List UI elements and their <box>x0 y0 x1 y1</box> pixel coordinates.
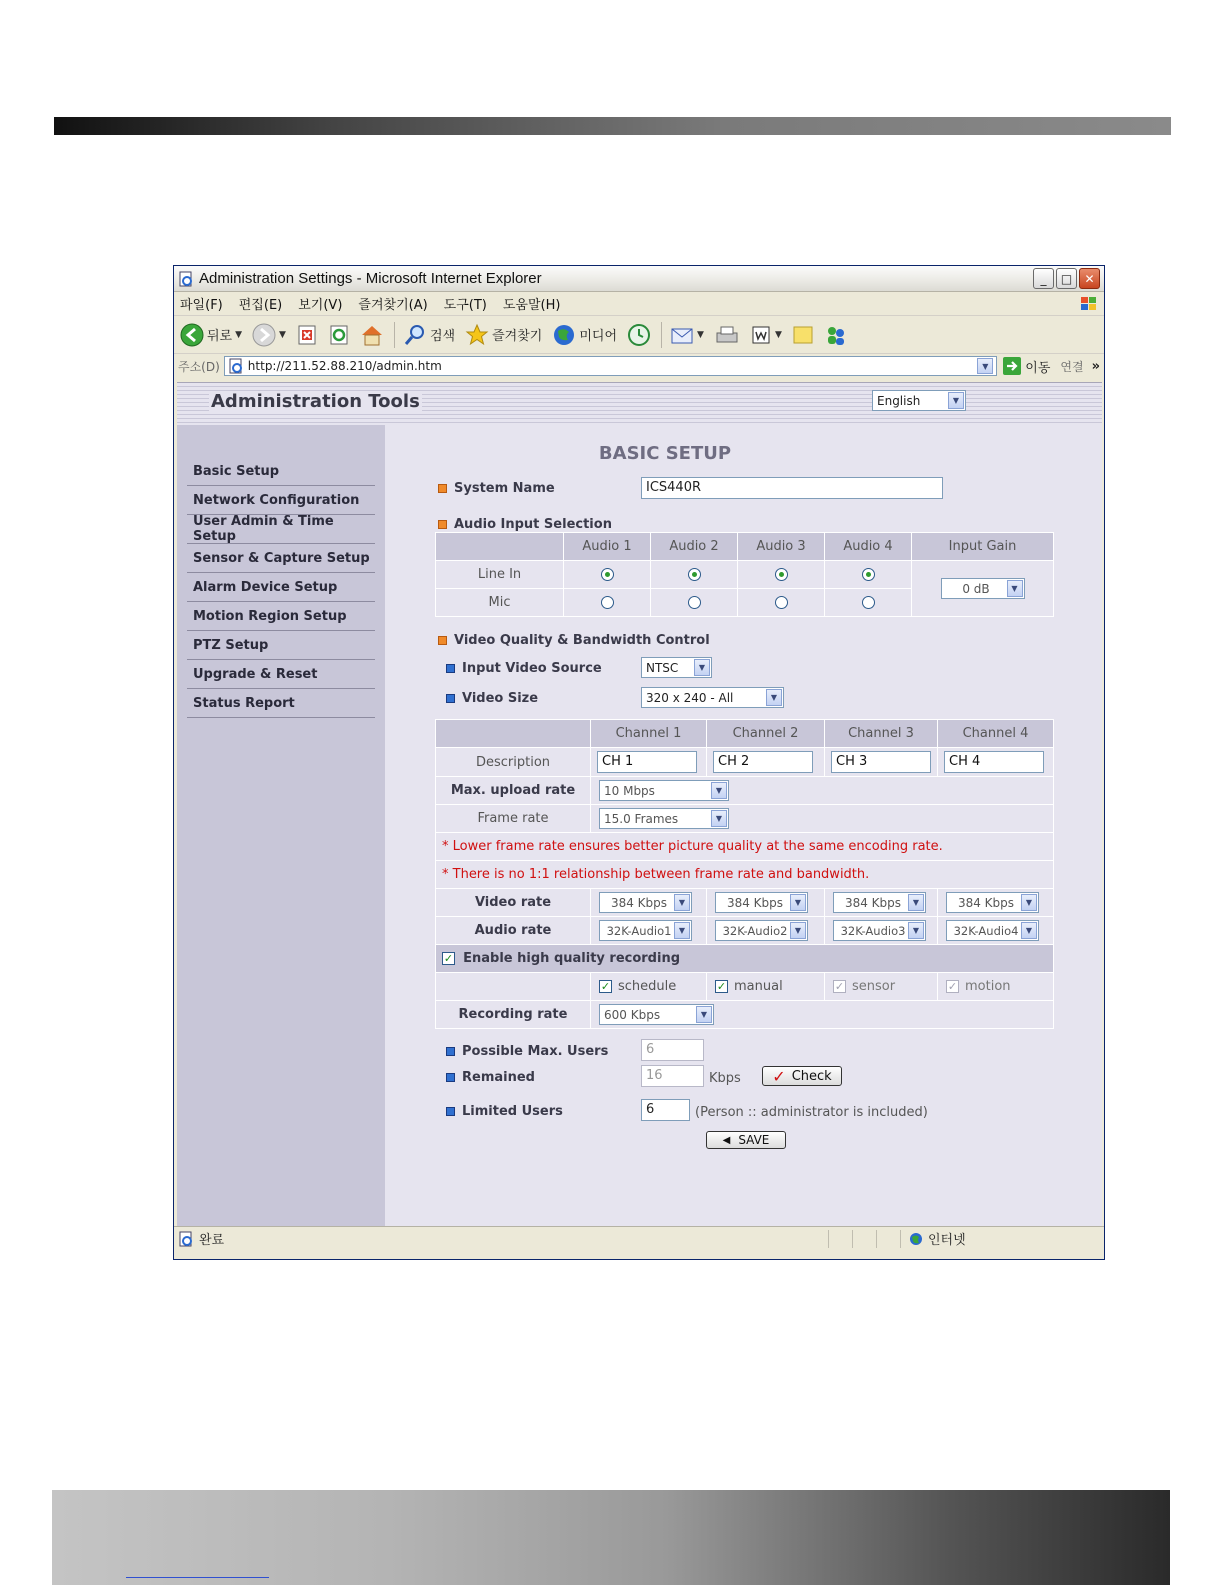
ch1-description-input[interactable]: CH 1 <box>597 751 697 773</box>
globe-icon <box>909 1232 923 1246</box>
chevron-down-icon: ▼ <box>1021 894 1037 911</box>
chevron-right-icon[interactable]: » <box>1091 358 1100 374</box>
chevron-down-icon: ▼ <box>908 922 924 939</box>
bullet-icon <box>446 1047 455 1056</box>
toolbar-separator <box>394 322 395 348</box>
sidebar-item-upgrade-reset[interactable]: Upgrade & Reset <box>187 660 375 689</box>
maximize-icon[interactable]: □ <box>1056 268 1077 289</box>
address-url: http://211.52.88.210/admin.htm <box>247 359 442 373</box>
chevron-down-icon: ▼ <box>694 659 710 676</box>
system-name-label: System Name <box>438 481 555 496</box>
check-button[interactable]: ✓ Check <box>762 1066 842 1086</box>
limited-users-note: (Person :: administrator is included) <box>695 1105 928 1120</box>
audio2-mic-radio[interactable] <box>688 596 701 609</box>
menu-help[interactable]: 도움말(H) <box>502 298 561 313</box>
audio-rate-label: Audio rate <box>436 917 591 945</box>
max-upload-rate-label: Max. upload rate <box>436 777 591 805</box>
status-text: 완료 <box>199 1233 225 1248</box>
audio-col-header: Audio 3 <box>738 533 825 561</box>
input-gain-header: Input Gain <box>912 533 1054 561</box>
messenger-button[interactable] <box>824 324 848 346</box>
chevron-down-icon: ▼ <box>790 894 806 911</box>
video-size-label: Video Size <box>446 691 538 706</box>
language-select[interactable] <box>872 390 966 411</box>
discuss-button[interactable] <box>792 324 814 346</box>
audio-col-header: Audio 1 <box>564 533 651 561</box>
audio1-mic-radio[interactable] <box>601 596 614 609</box>
bullet-icon <box>446 1107 455 1116</box>
video-size-select[interactable]: 320 x 240 - All ▼ <box>641 687 784 708</box>
ie-page-icon <box>178 271 194 287</box>
chevron-down-icon: ▼ <box>948 392 964 409</box>
manual-label: manual <box>734 979 783 994</box>
search-button[interactable] <box>403 323 455 347</box>
bullet-icon <box>446 1073 455 1082</box>
zone-indicator <box>900 1230 1100 1248</box>
channel-header: Channel 4 <box>938 720 1054 748</box>
description-label: Description <box>436 748 591 777</box>
mail-button[interactable] <box>670 324 704 346</box>
sidebar-item-alarm-device[interactable]: Alarm Device Setup <box>187 573 375 602</box>
ch2-audio-rate-select[interactable]: 32K-Audio2 ▼ <box>715 920 808 941</box>
title-bar <box>174 266 1104 292</box>
sidebar-item-motion-region[interactable]: Motion Region Setup <box>187 602 375 631</box>
channel-header: Channel 3 <box>825 720 938 748</box>
section-title: BASIC SETUP <box>598 443 732 464</box>
browser-window <box>173 265 1105 1260</box>
remained-label: Remained <box>446 1070 535 1085</box>
bullet-icon <box>438 484 447 493</box>
motion-label: motion <box>965 979 1011 994</box>
motion-checkbox[interactable]: ✓ <box>947 980 958 993</box>
limited-users-label: Limited Users <box>446 1104 563 1119</box>
page-title: Administration Tools <box>211 391 420 412</box>
back-button[interactable] <box>180 323 242 347</box>
bandwidth-note: * There is no 1:1 relationship between frame rate and bandwidth. <box>436 861 1054 889</box>
toolbar-separator <box>661 322 662 348</box>
media-label: 미디어 <box>579 329 618 344</box>
forward-dropdown-icon[interactable]: ▼ <box>279 329 286 340</box>
input-video-source-label: Input Video Source <box>446 661 602 676</box>
media-globe-icon <box>552 323 576 347</box>
max-upload-rate-select[interactable]: 10 Mbps ▼ <box>599 780 729 801</box>
page-footer-band <box>52 1490 1170 1585</box>
main-content <box>385 425 1102 1226</box>
address-dropdown-icon[interactable]: ▼ <box>977 358 993 374</box>
chevron-down-icon: ▼ <box>908 894 924 911</box>
input-video-source-select[interactable]: NTSC ▼ <box>641 657 712 678</box>
media-button[interactable] <box>552 323 617 347</box>
schedule-label: schedule <box>618 979 677 994</box>
history-button[interactable] <box>627 323 651 347</box>
back-dropdown-icon[interactable]: ▼ <box>235 329 243 340</box>
save-button[interactable]: ◀ SAVE <box>706 1131 786 1149</box>
close-icon[interactable]: ✕ <box>1079 268 1100 289</box>
ch4-video-rate-select[interactable]: 384 Kbps ▼ <box>946 892 1039 913</box>
stop-icon <box>296 324 318 346</box>
back-arrow-icon <box>180 323 204 347</box>
mic-label: Mic <box>436 589 564 617</box>
page-done-icon <box>178 1231 194 1247</box>
zone-text: 인터넷 <box>928 1233 966 1248</box>
audio2-line-in-radio[interactable] <box>688 568 701 581</box>
edit-button[interactable] <box>750 324 782 346</box>
windows-logo-icon <box>1080 296 1098 312</box>
ch3-video-rate-select[interactable]: 384 Kbps ▼ <box>833 892 926 913</box>
input-gain-select[interactable]: 0 dB ▼ <box>941 578 1025 599</box>
favorites-button[interactable] <box>465 323 542 347</box>
limited-users-input[interactable]: 6 <box>641 1099 690 1121</box>
system-name-input[interactable]: ICS440R <box>641 477 943 499</box>
chevron-down-icon: ▼ <box>674 894 690 911</box>
menu-edit[interactable]: 편집(E) <box>238 298 283 313</box>
home-icon <box>360 324 384 346</box>
manual-checkbox[interactable]: ✓ <box>716 980 727 993</box>
go-button[interactable] <box>1003 357 1050 376</box>
audio3-mic-radio[interactable] <box>775 596 788 609</box>
frame-rate-select[interactable]: 15.0 Frames ▼ <box>599 808 729 829</box>
menu-favorites[interactable]: 즐겨찾기(A) <box>358 298 428 313</box>
mail-dropdown-icon[interactable]: ▼ <box>697 329 704 340</box>
bullet-icon <box>446 664 455 673</box>
enable-hq-recording-checkbox[interactable]: ✓ <box>443 952 454 965</box>
footer-link-underline <box>126 1577 269 1578</box>
refresh-button[interactable] <box>328 324 350 346</box>
address-label: 주소(D) <box>178 359 220 374</box>
mail-icon <box>670 324 694 346</box>
stop-button[interactable] <box>296 324 318 346</box>
menu-file[interactable]: 파일(F) <box>180 298 223 313</box>
history-icon <box>627 323 651 347</box>
ch1-video-rate-select[interactable]: 384 Kbps ▼ <box>599 892 692 913</box>
video-rate-label: Video rate <box>436 889 591 917</box>
edit-dropdown-icon[interactable]: ▼ <box>774 329 782 340</box>
possible-max-users-label: Possible Max. Users <box>446 1044 608 1059</box>
sensor-label: sensor <box>852 979 896 994</box>
ch2-video-rate-select[interactable]: 384 Kbps ▼ <box>715 892 808 913</box>
audio4-mic-radio[interactable] <box>862 596 875 609</box>
minimize-icon[interactable]: _ <box>1033 268 1054 289</box>
channel-header: Channel 2 <box>707 720 825 748</box>
print-icon <box>714 324 740 346</box>
edit-icon <box>750 324 772 346</box>
line-in-label: Line In <box>436 561 564 589</box>
forward-arrow-icon <box>252 323 276 347</box>
chevron-down-icon: ▼ <box>674 922 690 939</box>
toolbar <box>174 316 1104 354</box>
refresh-icon <box>328 324 350 346</box>
address-bar <box>174 354 1104 378</box>
enable-hq-recording-label: Enable high quality recording <box>463 951 681 966</box>
ch3-audio-rate-select[interactable]: 32K-Audio3 ▼ <box>833 920 926 941</box>
chevron-down-icon: ▼ <box>1007 580 1023 597</box>
status-bar <box>174 1226 1104 1250</box>
audio-input-table <box>435 532 1054 617</box>
address-input[interactable] <box>224 356 997 376</box>
recording-rate-label: Recording rate <box>436 1001 591 1029</box>
language-value: English <box>877 393 921 408</box>
bullet-icon <box>438 636 447 645</box>
frame-rate-label: Frame rate <box>436 805 591 833</box>
print-button[interactable] <box>714 324 740 346</box>
frame-rate-note: * Lower frame rate ensures better picture quality at the same encoding rate. <box>436 833 1054 861</box>
channel-header: Channel 1 <box>591 720 707 748</box>
favorites-label: 즐겨찾기 <box>492 329 543 344</box>
chevron-down-icon: ▼ <box>766 689 782 706</box>
menu-tools[interactable]: 도구(T) <box>443 298 487 313</box>
audio-col-header: Audio 4 <box>825 533 912 561</box>
note-icon <box>792 324 814 346</box>
possible-max-users-input: 6 <box>641 1039 704 1061</box>
star-icon <box>465 323 489 347</box>
chevron-down-icon: ▼ <box>711 782 727 799</box>
ch4-audio-rate-select[interactable]: 32K-Audio4 ▼ <box>946 920 1039 941</box>
remained-input: 16 <box>641 1065 704 1087</box>
ch3-description-input[interactable]: CH 3 <box>831 751 931 773</box>
ch4-description-input[interactable]: CH 4 <box>944 751 1044 773</box>
menu-view[interactable]: 보기(V) <box>298 298 343 313</box>
web-page <box>177 382 1102 1225</box>
go-label: 이동 <box>1025 360 1051 376</box>
sidebar-item-basic-setup[interactable]: Basic Setup <box>187 457 375 486</box>
sidebar-item-status-report[interactable]: Status Report <box>187 689 375 718</box>
ch2-description-input[interactable]: CH 2 <box>713 751 813 773</box>
search-label: 검색 <box>429 329 456 344</box>
save-arrow-icon: ◀ <box>722 1134 731 1146</box>
page-header <box>177 383 1102 423</box>
sidebar <box>177 425 385 1226</box>
chevron-down-icon: ▼ <box>696 1006 712 1023</box>
remained-unit: Kbps <box>709 1071 741 1086</box>
chevron-down-icon: ▼ <box>711 810 727 827</box>
sensor-checkbox[interactable]: ✓ <box>834 980 845 993</box>
audio-input-section-label: Audio Input Selection <box>438 517 612 532</box>
schedule-checkbox[interactable]: ✓ <box>600 980 611 993</box>
sidebar-item-network-configuration[interactable]: Network Configuration <box>187 486 375 515</box>
video-quality-section-label: Video Quality & Bandwidth Control <box>438 633 710 648</box>
audio3-line-in-radio[interactable] <box>775 568 788 581</box>
home-button[interactable] <box>360 324 384 346</box>
audio1-line-in-radio[interactable] <box>601 568 614 581</box>
bullet-icon <box>438 520 447 529</box>
links-label[interactable]: 연결 <box>1060 359 1084 374</box>
sidebar-item-user-admin[interactable]: User Admin & Time Setup <box>187 515 375 544</box>
audio4-line-in-radio[interactable] <box>862 568 875 581</box>
menu-bar <box>174 292 1104 316</box>
audio-col-header: Audio 2 <box>651 533 738 561</box>
check-mark-icon: ✓ <box>772 1066 786 1086</box>
forward-button[interactable] <box>252 323 286 347</box>
page-header-band <box>54 117 1171 135</box>
chevron-down-icon: ▼ <box>790 922 806 939</box>
back-label: 뒤로 <box>207 329 233 344</box>
window-title: Administration Settings - Microsoft Internet Explorer <box>199 270 542 287</box>
page-icon <box>228 358 244 374</box>
messenger-icon <box>824 324 848 346</box>
search-icon <box>403 323 427 347</box>
bullet-icon <box>446 694 455 703</box>
ch1-audio-rate-select[interactable]: 32K-Audio1 ▼ <box>599 920 692 941</box>
recording-rate-select[interactable]: 600 Kbps ▼ <box>599 1004 714 1025</box>
sidebar-item-ptz-setup[interactable]: PTZ Setup <box>187 631 375 660</box>
sidebar-item-sensor-capture[interactable]: Sensor & Capture Setup <box>187 544 375 573</box>
channel-table <box>435 719 1054 1029</box>
chevron-down-icon: ▼ <box>1021 922 1037 939</box>
go-arrow-icon <box>1003 357 1021 375</box>
